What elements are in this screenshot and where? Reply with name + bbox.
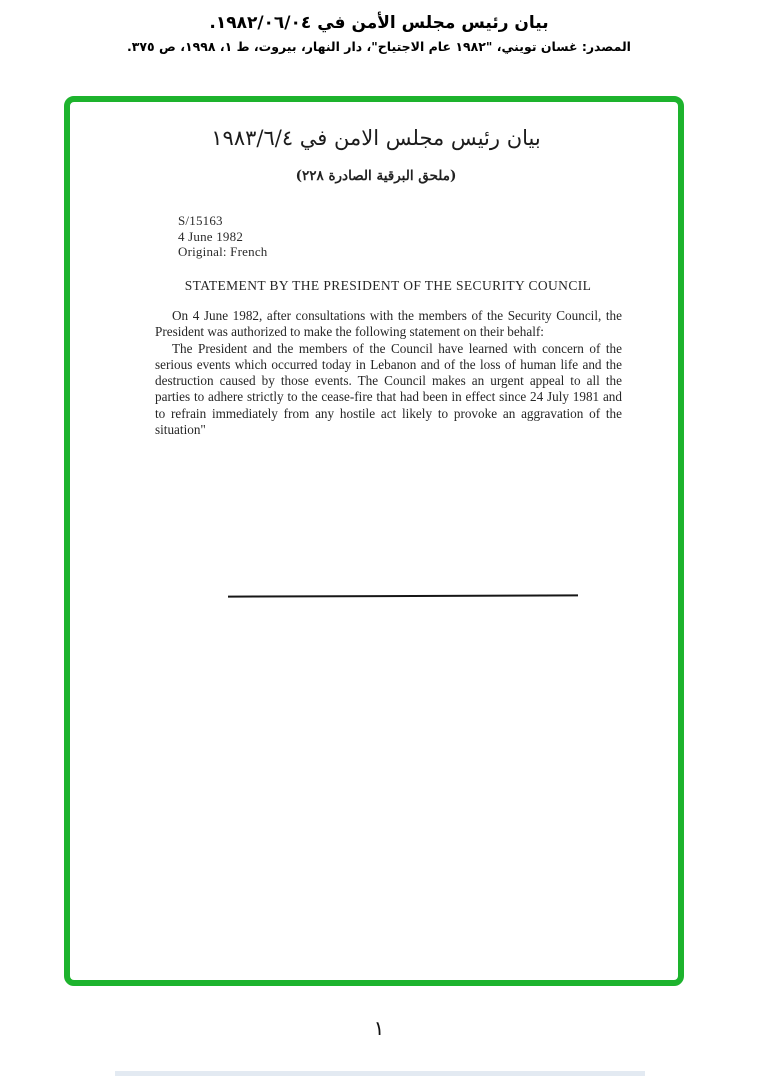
statement-paragraph-2: The President and the members of the Council have learned with concern of the serious events which occurred today in Lebanon and of the loss of human life and the destruction caused by those events. The Council makes an urgent appeal to all the parties to adhere strictly to the cease-fire that had been in effect since 24 July 1981 and to refrain immediately from any hostile act likely to provoke an aggravation of the situation" (155, 340, 622, 438)
green-highlight-box (64, 96, 684, 986)
document-symbol: S/15163 (178, 213, 223, 228)
statement-body (155, 308, 622, 438)
page-number: ١ (373, 1016, 385, 1040)
scanned-arabic-title: بيان رئيس مجلس الامن في ١٩٨٣/٦/٤ (211, 126, 541, 150)
bottom-edge-strip (115, 1071, 645, 1076)
header-title-line: بيان رئيس مجلس الأمن في ١٩٨٢/٠٦/٠٤. (209, 13, 549, 33)
header-source-line: المصدر: غسان تويني، "١٩٨٢ عام الاجتياح"، دار النهار، بيروت، ط ١، ١٩٩٨، ص ٣٧٥. (127, 39, 631, 54)
document-original-language: Original: French (178, 244, 268, 259)
scanned-arabic-subtitle: (ملحق البرقية الصادرة ٢٢٨) (295, 168, 457, 184)
statement-heading: STATEMENT BY THE PRESIDENT OF THE SECURITY COUNCIL (184, 278, 592, 293)
reference-block (178, 213, 267, 260)
statement-paragraph-1: On 4 June 1982, after consultations with the members of the Security Council, the President was authorized to make the following statement on their behalf: (155, 308, 622, 340)
arabic-page-header (0, 10, 758, 58)
document-date: 4 June 1982 (178, 228, 244, 244)
